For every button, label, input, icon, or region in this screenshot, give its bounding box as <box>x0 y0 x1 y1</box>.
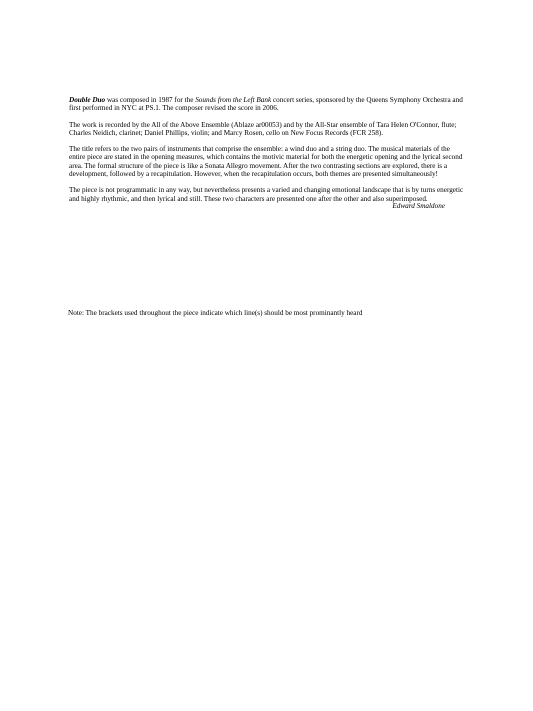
work-title: Double Duo <box>69 96 106 104</box>
paragraph-text: concert series, sponsored by the Queens Symphony Orchestra and first performed in NYC at PS.1. The composer revised the score in 2006. <box>69 96 463 113</box>
paragraph-character: The piece is not programmatic in any way, but nevertheless presents a varied and changing emotional landscape that is by turns energetic and highly rhythmic, and then lyrical and still. These two characters are presented one after the other and also superimposed. <box>69 186 464 203</box>
concert-series-title: Sounds from the Left Bank <box>195 96 272 104</box>
composer-signature: Edward Smaldone <box>392 201 445 210</box>
paragraph-composition-history <box>69 96 465 113</box>
paragraph-structure: The title refers to the two pairs of instruments that comprise the ensemble: a wind duo and a string duo. The musical materials of the entire piece are stated in the opening measures, which contains the motivic material for both the energetic opening and the lyrical second area. The formal structure of the piece is like a Sonata Allegro movement. After the two contrasting sections are explored, there is a development, followed by a recapitulation. However, when the recapitulation occurs, both themes are presented simultaneously! <box>69 145 463 179</box>
paragraph-recordings: The work is recorded by the All of the Above Ensemble (Ablaze ar00053) and by the All-Star ensemble of Tara Helen O'Connor, flute; Charles Neidich, clarinet; Daniel Phillips, violin; and Marcy Rosen, cello on New Focus Records (FCR 258). <box>69 120 457 137</box>
paragraph-text: was composed in 1987 for the <box>105 96 196 104</box>
program-notes <box>69 96 465 210</box>
performance-note: Note: The brackets used throughout the piece indicate which line(s) should be most prominantly heard <box>68 309 363 317</box>
